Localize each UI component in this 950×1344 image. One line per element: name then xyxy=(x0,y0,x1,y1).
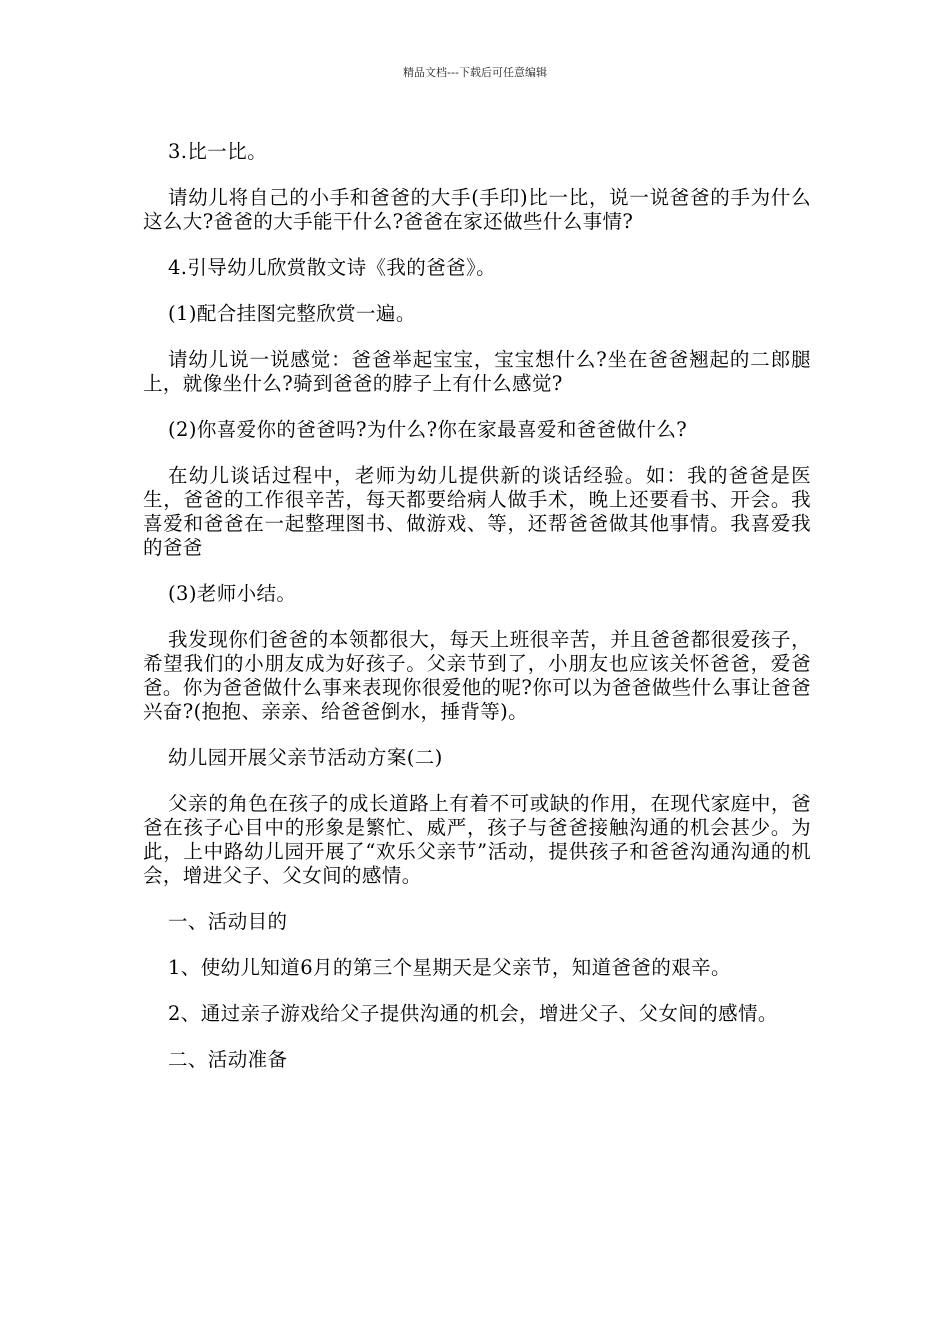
paragraph-intro: 父亲的角色在孩子的成长道路上有着不可或缺的作用，在现代家庭中，爸爸在孩子心目中的形象是繁忙、威严，孩子与爸爸接触沟通的机会甚少。为此，上中路幼儿园开展了“欢乐父亲节”活动，提供孩子和爸爸沟通沟通的机会，增进父子、父女间的感情。 xyxy=(143,792,811,887)
paragraph-sub-2: (2)你喜爱你的爸爸吗?为什么?你在家最喜爱和爸爸做什么? xyxy=(168,418,688,441)
paragraph-sub-1: (1)配合挂图完整欣赏一遍。 xyxy=(168,302,416,325)
paragraph-feelings: 请幼儿说一说感觉：爸爸举起宝宝，宝宝想什么?坐在爸爸翘起的二郎腿上，就像坐什么?骑到爸爸的脖子上有什么感觉? xyxy=(143,348,811,395)
document-body xyxy=(143,140,811,1094)
heading-purpose: 一、活动目的 xyxy=(168,910,288,933)
paragraph-conversation: 在幼儿谈话过程中，老师为幼儿提供新的谈话经验。如：我的爸爸是医生，爸爸的工作很辛苦，每天都要给病人做手术，晚上还要看书、开会。我喜爱和爸爸在一起整理图书、做游戏、等，还帮爸爸做其他事情。我喜爱我的爸爸 xyxy=(143,464,811,559)
paragraph-summary: 我发现你们爸爸的本领都很大，每天上班很辛苦，并且爸爸都很爱孩子，希望我们的小朋友成为好孩子。父亲节到了，小朋友也应该关怀爸爸，爱爸爸。你为爸爸做什么事来表现你很爱他的呢?你可以为爸爸做些什么事让爸爸兴奋?(抱抱、亲亲、给爸爸倒水，捶背等)。 xyxy=(143,628,811,723)
purpose-item-1: 1、使幼儿知道6月的第三个星期天是父亲节，知道爸爸的艰辛。 xyxy=(168,956,731,979)
heading-preparation: 二、活动准备 xyxy=(168,1048,288,1071)
paragraph-step-3: 3.比一比。 xyxy=(168,140,268,163)
paragraph-sub-3: (3)老师小结。 xyxy=(168,582,297,605)
paragraph-step-4: 4.引导幼儿欣赏散文诗《我的爸爸》。 xyxy=(168,256,497,279)
purpose-item-2: 2、通过亲子游戏给父子提供沟通的机会，增进父子、父女间的感情。 xyxy=(168,1002,778,1025)
paragraph-compare-hands: 请幼儿将自己的小手和爸爸的大手(手印)比一比，说一说爸爸的手为什么这么大?爸爸的大手能干什么?爸爸在家还做些什么事情? xyxy=(143,186,811,233)
section-title-plan-2: 幼儿园开展父亲节活动方案(二) xyxy=(168,746,443,769)
page-header: 精品文档---下载后可任意编辑 xyxy=(403,66,547,79)
